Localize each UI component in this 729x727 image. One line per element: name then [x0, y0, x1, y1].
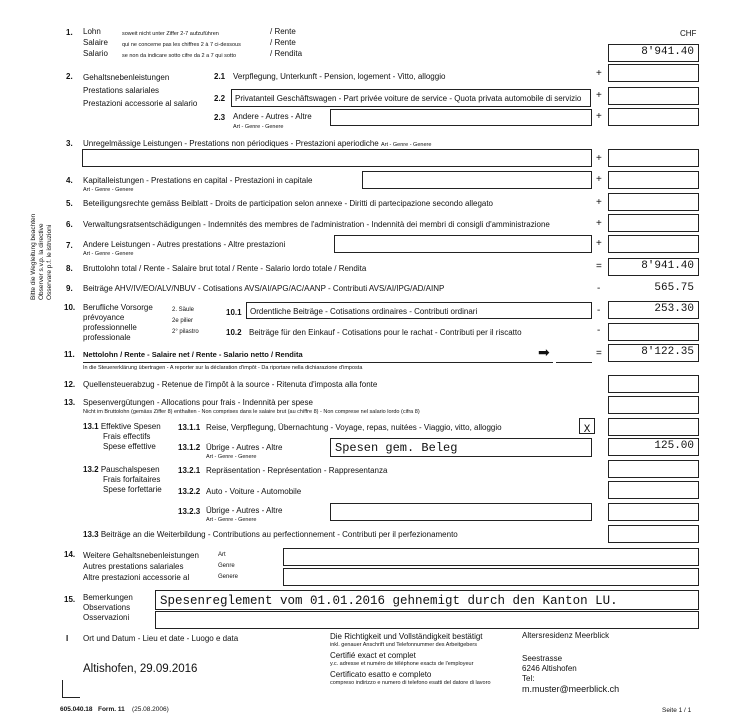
- row-13-1-1-field[interactable]: [608, 418, 699, 436]
- row-10-1-value: 253.30: [654, 303, 694, 315]
- row-2-3-type-field[interactable]: [330, 109, 592, 126]
- row-1-labels: [83, 26, 108, 59]
- certification-block: [330, 632, 491, 686]
- row-10-label-fr2: professionnelle: [83, 323, 137, 332]
- certification-de: Die Richtigkeit und Vollständigkeit bestätigt: [330, 632, 483, 641]
- row-10-1-number: 10.1: [226, 308, 242, 317]
- row-1-value-field[interactable]: [608, 44, 699, 62]
- row-13-1-2-type-field[interactable]: [330, 438, 592, 457]
- row-14-labels: [83, 550, 199, 583]
- row-13-1-labels: [83, 422, 161, 452]
- row-7-field[interactable]: [608, 235, 699, 253]
- employer-name: Altersresidenz Meerblick: [522, 631, 610, 640]
- row-10-2-minus: -: [597, 325, 601, 336]
- row-8-value: 8'941.40: [641, 260, 694, 272]
- row-2-1-number: 2.1: [214, 72, 226, 81]
- row-11-sub: In die Steuererklärung übertragen - A reporter sur la déclaration d'impôt - Da riportare nella dichiarazione d'imposta: [83, 365, 363, 371]
- certification-de-sub: inkl. genauer Anschrift und Telefonnummer des Arbeitgebers: [330, 642, 477, 648]
- row-14-number: 14.: [64, 550, 76, 559]
- side-note-fr: Observer s.v.p. la directive: [38, 223, 45, 300]
- row-1-notes: [122, 29, 241, 62]
- row-11-field-line: [556, 362, 592, 363]
- row-8-value-field[interactable]: [608, 258, 699, 276]
- row-13-2-3-type-field[interactable]: [330, 503, 592, 521]
- row-15-label-de: Bemerkungen: [83, 593, 133, 602]
- row-2-2-label-box: [231, 89, 591, 107]
- row-4-plus: +: [596, 174, 602, 185]
- row-10-label-de: Berufliche Vorsorge: [83, 303, 153, 312]
- row-11-number: 11.: [64, 350, 75, 359]
- row-14-genre: [218, 550, 238, 583]
- row-6-plus: +: [596, 218, 602, 229]
- row-10-2-number: 10.2: [226, 328, 242, 337]
- row-2-3-field[interactable]: [608, 108, 699, 126]
- row-14-label-de: Weitere Gehaltsnebenleistungen: [83, 551, 199, 560]
- page-number: Seite 1 / 1: [662, 707, 692, 714]
- row-14-field-2[interactable]: [283, 568, 699, 586]
- row-13-2-2-label: Auto - Voiture - Automobile: [206, 487, 302, 496]
- place-date-value: Altishofen, 29.09.2016: [83, 663, 198, 675]
- row-2-3-plus: +: [596, 111, 602, 122]
- row-9-number: 9.: [66, 284, 73, 293]
- row-4-type-field[interactable]: [362, 171, 592, 189]
- row-8-equals: =: [596, 261, 602, 272]
- row-7-sub: Art - Genre - Genere: [83, 251, 134, 257]
- row-10-1-minus: -: [597, 305, 601, 316]
- row-10-1-value-field[interactable]: [608, 301, 699, 319]
- row-14-label-fr: Autres prestations salariales: [83, 562, 184, 571]
- row-13-3-label: [83, 530, 458, 539]
- row-13-number: 13.: [64, 398, 76, 407]
- row-10-pillar-it: 2° pilastro: [172, 329, 199, 335]
- row-2-3-label: Andere - Autres - Altre: [233, 112, 312, 121]
- row-1-rente: [270, 26, 302, 59]
- row-13-field[interactable]: [608, 396, 699, 414]
- row-14-field-1[interactable]: [283, 548, 699, 566]
- row-10-label-fr: prévoyance: [83, 313, 125, 322]
- row-6-field[interactable]: [608, 214, 699, 232]
- row-8-label: Bruttolohn total / Rente - Salaire brut total / Rente - Salario lordo totale / Rendita: [83, 264, 367, 273]
- row-1-label-it: Salario: [83, 49, 108, 58]
- row-1-note-fr: qui ne concerne pas les chiffres 2 à 7 ci-dessous: [122, 42, 241, 48]
- row-13-1-2-sub: Art - Genre - Genere: [206, 454, 257, 460]
- row-3-sub: Art - Genre - Genere: [380, 142, 432, 148]
- row-9-label: Beiträge AHV/IV/EO/ALV/NBUV - Cotisations AVS/AI/APG/AC/AANP - Contributi AVS/AI/IPG/AD/AINP: [83, 284, 445, 293]
- row-15-number: 15.: [64, 595, 76, 604]
- row-3-label: [83, 139, 431, 148]
- row-10-2-label: Beiträge für den Einkauf - Cotisations pour le rachat - Contributi per il riscatto: [249, 328, 522, 337]
- row-5-label: Beteiligungsrechte gemäss Beiblatt - Droits de participation selon annexe - Diritti di partecipazione secondo allegato: [83, 199, 494, 208]
- row-11-value-field[interactable]: [608, 344, 699, 362]
- form-date: (25.08.2006): [131, 706, 169, 713]
- row-8-number: 8.: [66, 264, 73, 273]
- row-1-note-de: soweit nicht unter Ziffer 2-7 aufzuführen: [122, 31, 219, 37]
- row-4-field[interactable]: [608, 171, 699, 189]
- row-1-rente-fr: / Rente: [270, 38, 296, 47]
- employer-city: 6246 Altishofen: [522, 664, 577, 673]
- row-3-number: 3.: [66, 139, 73, 148]
- row-13-2-3-sub: Art - Genre - Genere: [206, 517, 257, 523]
- currency-label: CHF: [680, 29, 697, 38]
- certification-fr-sub: y.c. adresse et numéro de téléphone exacts de l'employeur: [330, 661, 474, 667]
- footer-corner-h: [62, 697, 80, 698]
- row-1-number: 1.: [66, 28, 73, 37]
- row-15-labels: [83, 593, 133, 623]
- side-note: [30, 214, 54, 300]
- row-10-1-label-box: [246, 302, 592, 319]
- row-5-plus: +: [596, 197, 602, 208]
- row-13-1-label-de: Effektive Spesen: [100, 422, 161, 431]
- row-13-sub: Nicht im Bruttolohn (gemäss Ziffer 8) enthalten - Non comprises dans le salaire brut (au chiffre 8) - Non comprese nel salario lordo (cifra 8): [83, 409, 420, 415]
- row-13-2-3-label: Übrige - Autres - Altre: [206, 506, 283, 515]
- row-2-1-label: Verpflegung, Unterkunft - Pension, logement - Vitto, alloggio: [233, 72, 446, 81]
- row-13-1-label-fr: Frais effectifs: [103, 432, 151, 441]
- row-13-1-2-value-field[interactable]: [608, 438, 699, 456]
- footer-corner-v: [62, 680, 63, 698]
- row-1-value: 8'941.40: [641, 46, 694, 58]
- remarks-field-2[interactable]: [155, 611, 699, 629]
- row-13-2-label-it: Spese forfettarie: [103, 485, 162, 494]
- row-2-1-field[interactable]: [608, 64, 699, 82]
- row-13-1-2-number: 13.1.2: [178, 443, 201, 452]
- row-13-1-2-type-value: Spesen gem. Beleg: [335, 441, 458, 455]
- row-11-value: 8'122.35: [641, 346, 694, 358]
- row-13-1-1-check-mark: X: [583, 424, 591, 436]
- row-13-1-1-number: 13.1.1: [178, 423, 201, 432]
- row-5-number: 5.: [66, 199, 73, 208]
- row-13-2-labels: [83, 465, 162, 495]
- employer-address: [522, 654, 619, 694]
- row-2-3-number: 2.3: [214, 113, 226, 122]
- side-note-de: Bitte die Wegleitung beachten: [30, 213, 37, 300]
- certification-it: Certificato esatto e completo: [330, 670, 432, 679]
- remarks-text: Spesenreglement vom 01.01.2016 gehnemigt durch den Kanton LU.: [160, 594, 618, 608]
- row-1-rente-de: / Rente: [270, 27, 296, 36]
- row-5-field[interactable]: [608, 193, 699, 211]
- row-2-3-sub: Art - Genre - Genere: [233, 124, 284, 130]
- row-13-1-2-label: Übrige - Autres - Altre: [206, 443, 283, 452]
- row-6-number: 6.: [66, 220, 73, 229]
- row-13-2-3-field[interactable]: [608, 503, 699, 521]
- row-13-2-2-field[interactable]: [608, 481, 699, 499]
- row-14-genre-fr: Genre: [218, 563, 235, 569]
- row-13-2-1-number: 13.2.1: [178, 466, 201, 475]
- footer-marker: I: [66, 634, 69, 643]
- row-13-2-label-fr: Frais forfaitaires: [103, 475, 161, 484]
- row-3-field[interactable]: [608, 149, 699, 167]
- row-1-note-it: se non da indicare sotto cifre da 2 a 7 qui sotto: [122, 53, 237, 59]
- row-2-number: 2.: [66, 72, 73, 81]
- row-13-2-3-number: 13.2.3: [178, 507, 201, 516]
- row-13-2-label-de: Pauschalspesen: [100, 465, 160, 474]
- row-6-label: Verwaltungsratsentschädigungen - Indemnités des membres de l'administration - Indennità dei membri di consigli d'amministrazione: [83, 220, 550, 229]
- side-note-it: Osservare p.f. le istruzioni: [46, 224, 53, 300]
- row-10-pillar-de: 2. Säule: [172, 307, 195, 313]
- row-14-genre-it: Genere: [218, 574, 239, 580]
- form-code: 605.040.18: [60, 706, 93, 713]
- row-2-2-label: Privatanteil Geschäftswagen - Part privée voiture de service - Quota privata automobile di servizio: [235, 94, 582, 103]
- place-date-label: Ort und Datum - Lieu et date - Luogo e data: [83, 634, 239, 643]
- row-2-2-plus: +: [596, 90, 602, 101]
- employer-email: m.muster@meerblick.ch: [522, 684, 620, 694]
- row-2-2-field[interactable]: [608, 87, 699, 105]
- row-12-label: Quellensteuerabzug - Retenue de l'impôt à la source - Ritenuta d'imposta alla fonte: [83, 380, 378, 389]
- row-10-pillars: [172, 305, 199, 338]
- row-10-pillar-fr: 2e pilier: [172, 318, 194, 324]
- certification-fr: Certifié exact et complet: [330, 651, 416, 660]
- row-13-2-2-number: 13.2.2: [178, 487, 201, 496]
- row-13-2-1-field[interactable]: [608, 460, 699, 478]
- row-2-labels: [83, 71, 197, 110]
- row-2-2-number: 2.2: [214, 94, 226, 103]
- certification-it-sub: compreso indirizzo e numero di telefono esatti del datore di lavoro: [330, 680, 491, 686]
- row-10-labels: [83, 303, 153, 343]
- row-13-2-1-label: Repräsentation - Représentation - Rappresentanza: [206, 466, 388, 475]
- row-13-1-1-checkbox[interactable]: [579, 418, 595, 434]
- row-11-label: Nettolohn / Rente - Salaire net / Rente - Salario netto / Rendita: [83, 350, 303, 359]
- row-9-value-field[interactable]: [608, 280, 699, 298]
- employer-phone: Tel:: [522, 674, 535, 683]
- row-13-1-number: 13.1: [83, 422, 99, 431]
- row-13-label: Spesenvergütungen - Allocations pour frais - Indennità per spese: [83, 398, 313, 407]
- row-2-1-plus: +: [596, 68, 602, 79]
- row-2-label-it: Prestazioni accessorie al salario: [83, 99, 198, 108]
- row-13-2-number: 13.2: [83, 465, 99, 474]
- row-11-equals: =: [596, 348, 602, 359]
- row-12-number: 12.: [64, 380, 76, 389]
- employer-street: Seestrasse: [522, 654, 563, 663]
- row-7-number: 7.: [66, 241, 73, 250]
- row-7-type-field[interactable]: [334, 235, 592, 253]
- remarks-field[interactable]: [155, 590, 699, 610]
- row-15-label-fr: Observations: [83, 603, 131, 612]
- row-12-field[interactable]: [608, 375, 699, 393]
- row-7-plus: +: [596, 238, 602, 249]
- row-4-number: 4.: [66, 176, 73, 185]
- row-3-type-field[interactable]: [82, 149, 592, 167]
- row-14-label-it: Altre prestazioni accessorie al: [83, 573, 190, 582]
- form-number: Form. 11: [97, 706, 125, 713]
- row-13-1-2-value: 125.00: [654, 440, 694, 452]
- row-15-label-it: Osservazioni: [83, 613, 130, 622]
- row-10-1-label: Ordentliche Beiträge - Cotisations ordinaires - Contributi ordinari: [250, 307, 478, 316]
- row-11-underline: [83, 362, 553, 363]
- row-3-plus: +: [596, 153, 602, 164]
- form-footer: [60, 707, 169, 713]
- row-2-label-fr: Prestations salariales: [83, 86, 160, 95]
- row-2-label-de: Gehaltsnebenleistungen: [83, 73, 170, 82]
- row-13-3-number: 13.3: [83, 530, 99, 539]
- row-10-label-it: professionale: [83, 333, 131, 342]
- row-4-sub: Art - Genre - Genere: [83, 187, 134, 193]
- row-9-minus: -: [597, 283, 601, 294]
- row-14-genre-de: Art: [218, 552, 226, 558]
- row-7-label: Andere Leistungen - Autres prestations - Altre prestazioni: [83, 240, 286, 249]
- row-9-value: 565.75: [654, 282, 694, 294]
- row-4-label: Kapitalleistungen - Prestations en capital - Prestazioni in capitale: [83, 176, 313, 185]
- row-1-label-fr: Salaire: [83, 38, 108, 47]
- row-10-2-field[interactable]: [608, 323, 699, 341]
- row-1-rente-it: / Rendita: [270, 49, 303, 58]
- row-13-1-1-label: Reise, Verpflegung, Übernachtung - Voyage, repas, nuitées - Viaggio, vitto, alloggio: [206, 423, 502, 432]
- row-3-label-text: Unregelmässige Leistungen - Prestations non périodiques - Prestazioni aperiodiche: [83, 139, 379, 148]
- row-13-3-label-text: Beiträge an die Weiterbildung - Contributions au perfectionnement - Contributi per il perfezionamento: [100, 530, 458, 539]
- row-1-label-de: Lohn: [83, 27, 101, 36]
- row-10-number: 10.: [64, 303, 76, 312]
- row-13-3-field[interactable]: [608, 525, 699, 543]
- row-13-1-label-it: Spese effettive: [103, 442, 156, 451]
- arrow-right-icon: ➡: [538, 344, 550, 360]
